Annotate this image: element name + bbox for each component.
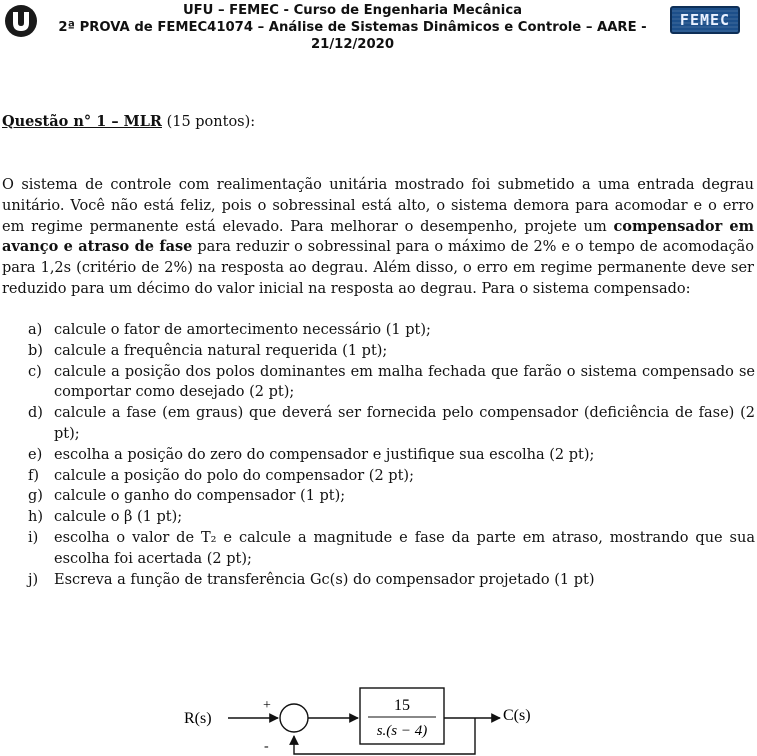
list-item <box>0 528 757 570</box>
input-label: R(s) <box>184 710 212 727</box>
header-line-2: 2ª PROVA de FEMEC41074 – Análise de Sistemas Dinâmicos e Controle – AARE - <box>58 20 647 35</box>
statement-part-2: para reduzir o sobressinal para o máximo de 2% e o tempo de acomodação para 1,2s (critério de 2%) na resposta ao degrau. Além disso, o erro em regime permanente deve ser reduzido para um décimo do valor inicial na resposta ao degrau. Para o sistema compensado: <box>2 239 754 297</box>
item-label: g) <box>28 488 43 505</box>
question-number: Questão n° 1 – MLR <box>2 113 162 130</box>
item-label: h) <box>28 509 43 526</box>
item-label: c) <box>28 363 42 380</box>
item-text: calcule a posição do polo do compensador (2 pt); <box>54 467 414 484</box>
item-label: e) <box>28 446 43 463</box>
header-line-3: 21/12/2020 <box>310 37 395 52</box>
task-list <box>0 320 757 590</box>
output-label: C(s) <box>503 707 531 724</box>
plus-sign: + <box>263 698 271 713</box>
plant-numerator: 15 <box>394 697 410 714</box>
question-statement <box>2 175 754 300</box>
summing-junction <box>280 704 308 732</box>
item-text: Escreva a função de transferência Gc(s) do compensador projetado (1 pt) <box>54 571 595 588</box>
list-item <box>0 320 757 341</box>
list-item <box>0 403 757 445</box>
item-text: escolha a posição do zero do compensador e justifique sua escolha (2 pt); <box>54 446 595 463</box>
item-label: i) <box>28 529 39 546</box>
list-item <box>0 507 757 528</box>
question-points: (15 pontos): <box>166 114 256 130</box>
list-item <box>0 466 757 487</box>
item-label: j) <box>28 571 39 588</box>
item-text: calcule o fator de amortecimento necessário (1 pt); <box>54 322 431 338</box>
statement-bold: compensador em avanço e atraso de fase <box>2 217 754 256</box>
item-text: calcule a posição dos polos dominantes em malha fechada que farão o sistema compensado se comportar como desejado (2 pt); <box>54 363 755 401</box>
item-label: a) <box>28 322 43 338</box>
item-text: calcule o ganho do compensador (1 pt); <box>54 488 346 505</box>
item-label: f) <box>28 467 40 484</box>
header-line-1: UFU – FEMEC - Curso de Engenharia Mecânica <box>182 3 523 18</box>
list-item <box>0 486 757 507</box>
list-item <box>0 362 757 404</box>
item-text: calcule a fase (em graus) que deverá ser fornecida pelo compensador (deficiência de fase) (2 pt); <box>54 405 755 442</box>
ufu-logo-icon <box>4 4 38 38</box>
minus-sign: - <box>264 739 269 754</box>
plant-denominator: s.(s − 4) <box>376 723 428 739</box>
statement-part-1: O sistema de controle com realimentação unitária mostrado foi submetido a uma entrada degrau unitário. Você não está feliz, pois o sobressinal está alto, o sistema demora para acomodar e o erro em regime permanente está elevado. Para melhorar o desempenho, projete um <box>2 177 754 235</box>
femec-logo: FEMEC <box>670 6 740 34</box>
question-title <box>2 113 255 130</box>
item-text: escolha o valor de T₂ e calcule a magnitude e fase da parte em atraso, mostrando que sua escolha foi acertada (2 pt); <box>54 529 755 567</box>
document-header <box>0 0 757 58</box>
item-label: d) <box>28 405 43 422</box>
header-text <box>40 2 665 53</box>
block-diagram <box>170 678 590 756</box>
item-label: b) <box>28 342 43 359</box>
item-text: calcule o β (1 pt); <box>54 509 183 526</box>
list-item <box>0 570 757 591</box>
list-item <box>0 445 757 466</box>
item-text: calcule a frequência natural requerida (1 pt); <box>54 342 388 359</box>
list-item <box>0 341 757 362</box>
